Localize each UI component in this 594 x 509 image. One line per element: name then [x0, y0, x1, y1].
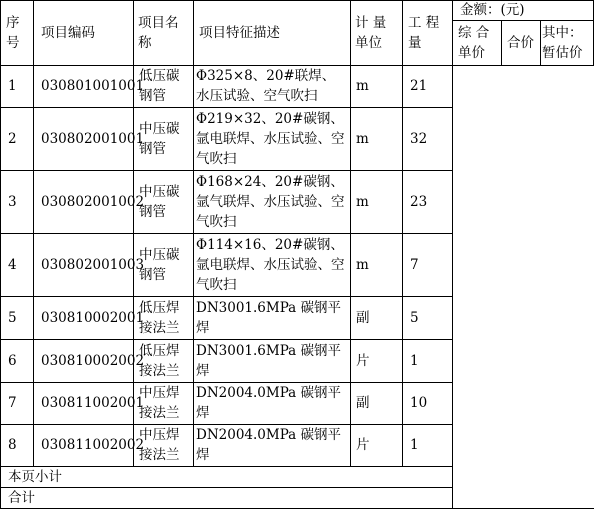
row-7-name-text: 中压焊接法兰 — [139, 385, 180, 421]
row-1-unit — [350, 65, 402, 107]
row-5-name — [133, 296, 193, 339]
row-3-desc-text: Φ168×24、20#碳钢、氩气联焊、水压试验、空气吹扫 — [196, 173, 345, 230]
row-2-unit — [350, 107, 402, 170]
header-name-text: 项目名称 — [138, 14, 179, 51]
row-8-name — [133, 424, 193, 466]
header-estimate — [540, 20, 593, 65]
row-6-qty-text: 1 — [410, 352, 419, 369]
header-seq-text: 序号 — [6, 14, 20, 51]
row-2-desc — [193, 107, 350, 170]
row-1-seq-text: 1 — [8, 78, 17, 94]
row-2-seq-text: 2 — [8, 130, 17, 147]
row-5-qty — [402, 296, 452, 339]
row-7-qty-text: 10 — [410, 395, 428, 411]
row-4-qty-text: 7 — [410, 256, 419, 273]
row-2-qty — [402, 107, 452, 170]
row-3-qty-text: 23 — [410, 193, 428, 210]
row-5-code-text: 030810002001 — [41, 309, 145, 326]
row-7-code — [33, 382, 145, 424]
row-5-code — [33, 296, 145, 339]
row-8-name-text: 中压焊接法兰 — [139, 427, 180, 463]
row-6-qty — [402, 339, 452, 382]
row-1-name — [133, 65, 193, 107]
row-1-code — [33, 65, 145, 107]
row-2-name — [133, 107, 193, 170]
row-6-name-text: 低压焊接法兰 — [139, 342, 180, 379]
row-8-desc-text: DN2004.0MPa 碳钢平焊 — [196, 427, 342, 463]
row-2-unit-text: m — [356, 130, 369, 147]
row-2-name-text: 中压碳钢管 — [139, 120, 180, 157]
header-unit-price-text: 综 合单价 — [458, 24, 490, 61]
row-7-unit — [350, 382, 402, 424]
row-7-name — [133, 382, 193, 424]
row-6-unit — [350, 339, 402, 382]
header-code — [33, 0, 133, 65]
row-1-name-text: 低压碳钢管 — [139, 68, 180, 104]
header-total — [501, 20, 540, 65]
row-5-desc-text: DN3001.6MPa 碳钢平焊 — [196, 299, 342, 336]
row-2-desc-text: Φ219×32、20#碳钢、氩电联焊、水压试验、空气吹扫 — [196, 110, 345, 167]
row-4-unit — [350, 233, 402, 296]
row-4-unit-text: m — [356, 256, 369, 273]
row-3-seq-text: 3 — [8, 193, 17, 210]
row-6-desc-text: DN3001.6MPa 碳钢平焊 — [196, 342, 342, 379]
row-5-unit-text: 副 — [356, 309, 370, 326]
row-4-qty — [402, 233, 452, 296]
row-8-code — [33, 424, 145, 466]
row-7-seq — [0, 382, 33, 424]
row-4-code — [33, 233, 145, 296]
row-3-seq — [0, 170, 33, 233]
row-6-code-text: 030810002002 — [41, 352, 145, 369]
row-3-desc — [193, 170, 350, 233]
row-7-desc-text: DN2004.0MPa 碳钢平焊 — [196, 385, 342, 421]
header-unit — [350, 0, 402, 65]
row-7-seq-text: 7 — [8, 395, 17, 411]
row-6-desc — [193, 339, 350, 382]
row-5-name-text: 低压焊接法兰 — [139, 299, 180, 336]
amount-left-border — [452, 0, 453, 509]
page-subtotal-row-text: 本页小计 — [8, 468, 62, 485]
row-4-seq-text: 4 — [8, 256, 17, 273]
row-7-desc — [193, 382, 350, 424]
row-7-unit-text: 副 — [356, 395, 370, 411]
header-unit-price — [452, 20, 501, 65]
row-8-unit — [350, 424, 402, 466]
row-6-seq-text: 6 — [8, 352, 17, 369]
row-3-name-text: 中压碳钢管 — [139, 183, 180, 220]
row-1-seq — [0, 65, 33, 107]
header-amount — [452, 0, 594, 20]
grand-total-row — [0, 487, 452, 509]
header-qty-text: 工 程量 — [408, 14, 440, 51]
row-8-unit-text: 片 — [356, 437, 370, 453]
row-3-name — [133, 170, 193, 233]
header-qty — [402, 0, 452, 65]
row-4-desc — [193, 233, 350, 296]
row-7-code-text: 030811002001 — [41, 395, 145, 411]
row-3-qty — [402, 170, 452, 233]
row-1-qty-text: 21 — [410, 78, 428, 94]
row-6-code — [33, 339, 145, 382]
row-4-desc-text: Φ114×16、20#碳钢、氩电联焊、水压试验、空气吹扫 — [196, 236, 345, 293]
row-1-code-text: 030801001001 — [41, 78, 145, 94]
row-8-qty — [402, 424, 452, 466]
row-1-desc-text: Φ325×8、20#联焊、水压试验、空气吹扫 — [196, 68, 336, 104]
row-3-code-text: 030802001002 — [41, 193, 145, 210]
amount-header-bottom — [452, 65, 594, 66]
row-5-desc — [193, 296, 350, 339]
row-1-desc — [193, 65, 350, 107]
header-seq — [0, 0, 33, 65]
row-7-qty — [402, 382, 452, 424]
row-1-unit-text: m — [356, 78, 369, 94]
header-unit-text: 计 量单位 — [355, 14, 387, 51]
row-6-name — [133, 339, 193, 382]
row-2-qty-text: 32 — [410, 130, 428, 147]
row-2-code-text: 030802001001 — [41, 130, 145, 147]
header-estimate-text: 其中：暂估价 — [542, 24, 583, 61]
header-desc — [193, 0, 350, 65]
row-6-unit-text: 片 — [356, 352, 370, 369]
row-1-qty — [402, 65, 452, 107]
row-3-code — [33, 170, 145, 233]
header-desc-text: 项目特征描述 — [199, 24, 280, 41]
row-8-seq-text: 8 — [8, 437, 17, 453]
header-name — [133, 0, 193, 65]
header-total-text: 合价 — [507, 34, 534, 51]
header-amount-text: 金额：(元) — [460, 2, 525, 18]
row-5-unit — [350, 296, 402, 339]
row-2-code — [33, 107, 145, 170]
row-2-seq — [0, 107, 33, 170]
row-8-qty-text: 1 — [410, 437, 419, 453]
row-8-seq — [0, 424, 33, 466]
row-3-unit-text: m — [356, 193, 369, 210]
row-4-name-text: 中压碳钢管 — [139, 246, 180, 283]
row-5-qty-text: 5 — [410, 309, 419, 326]
row-4-name — [133, 233, 193, 296]
grand-total-row-text: 合计 — [8, 490, 35, 506]
row-4-code-text: 030802001003 — [41, 256, 145, 273]
row-8-desc — [193, 424, 350, 466]
row-3-unit — [350, 170, 402, 233]
header-code-text: 项目编码 — [41, 24, 95, 41]
row-6-seq — [0, 339, 33, 382]
row-5-seq — [0, 296, 33, 339]
row-8-code-text: 030811002002 — [41, 437, 145, 453]
page-subtotal-row — [0, 466, 452, 487]
row-4-seq — [0, 233, 33, 296]
row-5-seq-text: 5 — [8, 309, 17, 326]
